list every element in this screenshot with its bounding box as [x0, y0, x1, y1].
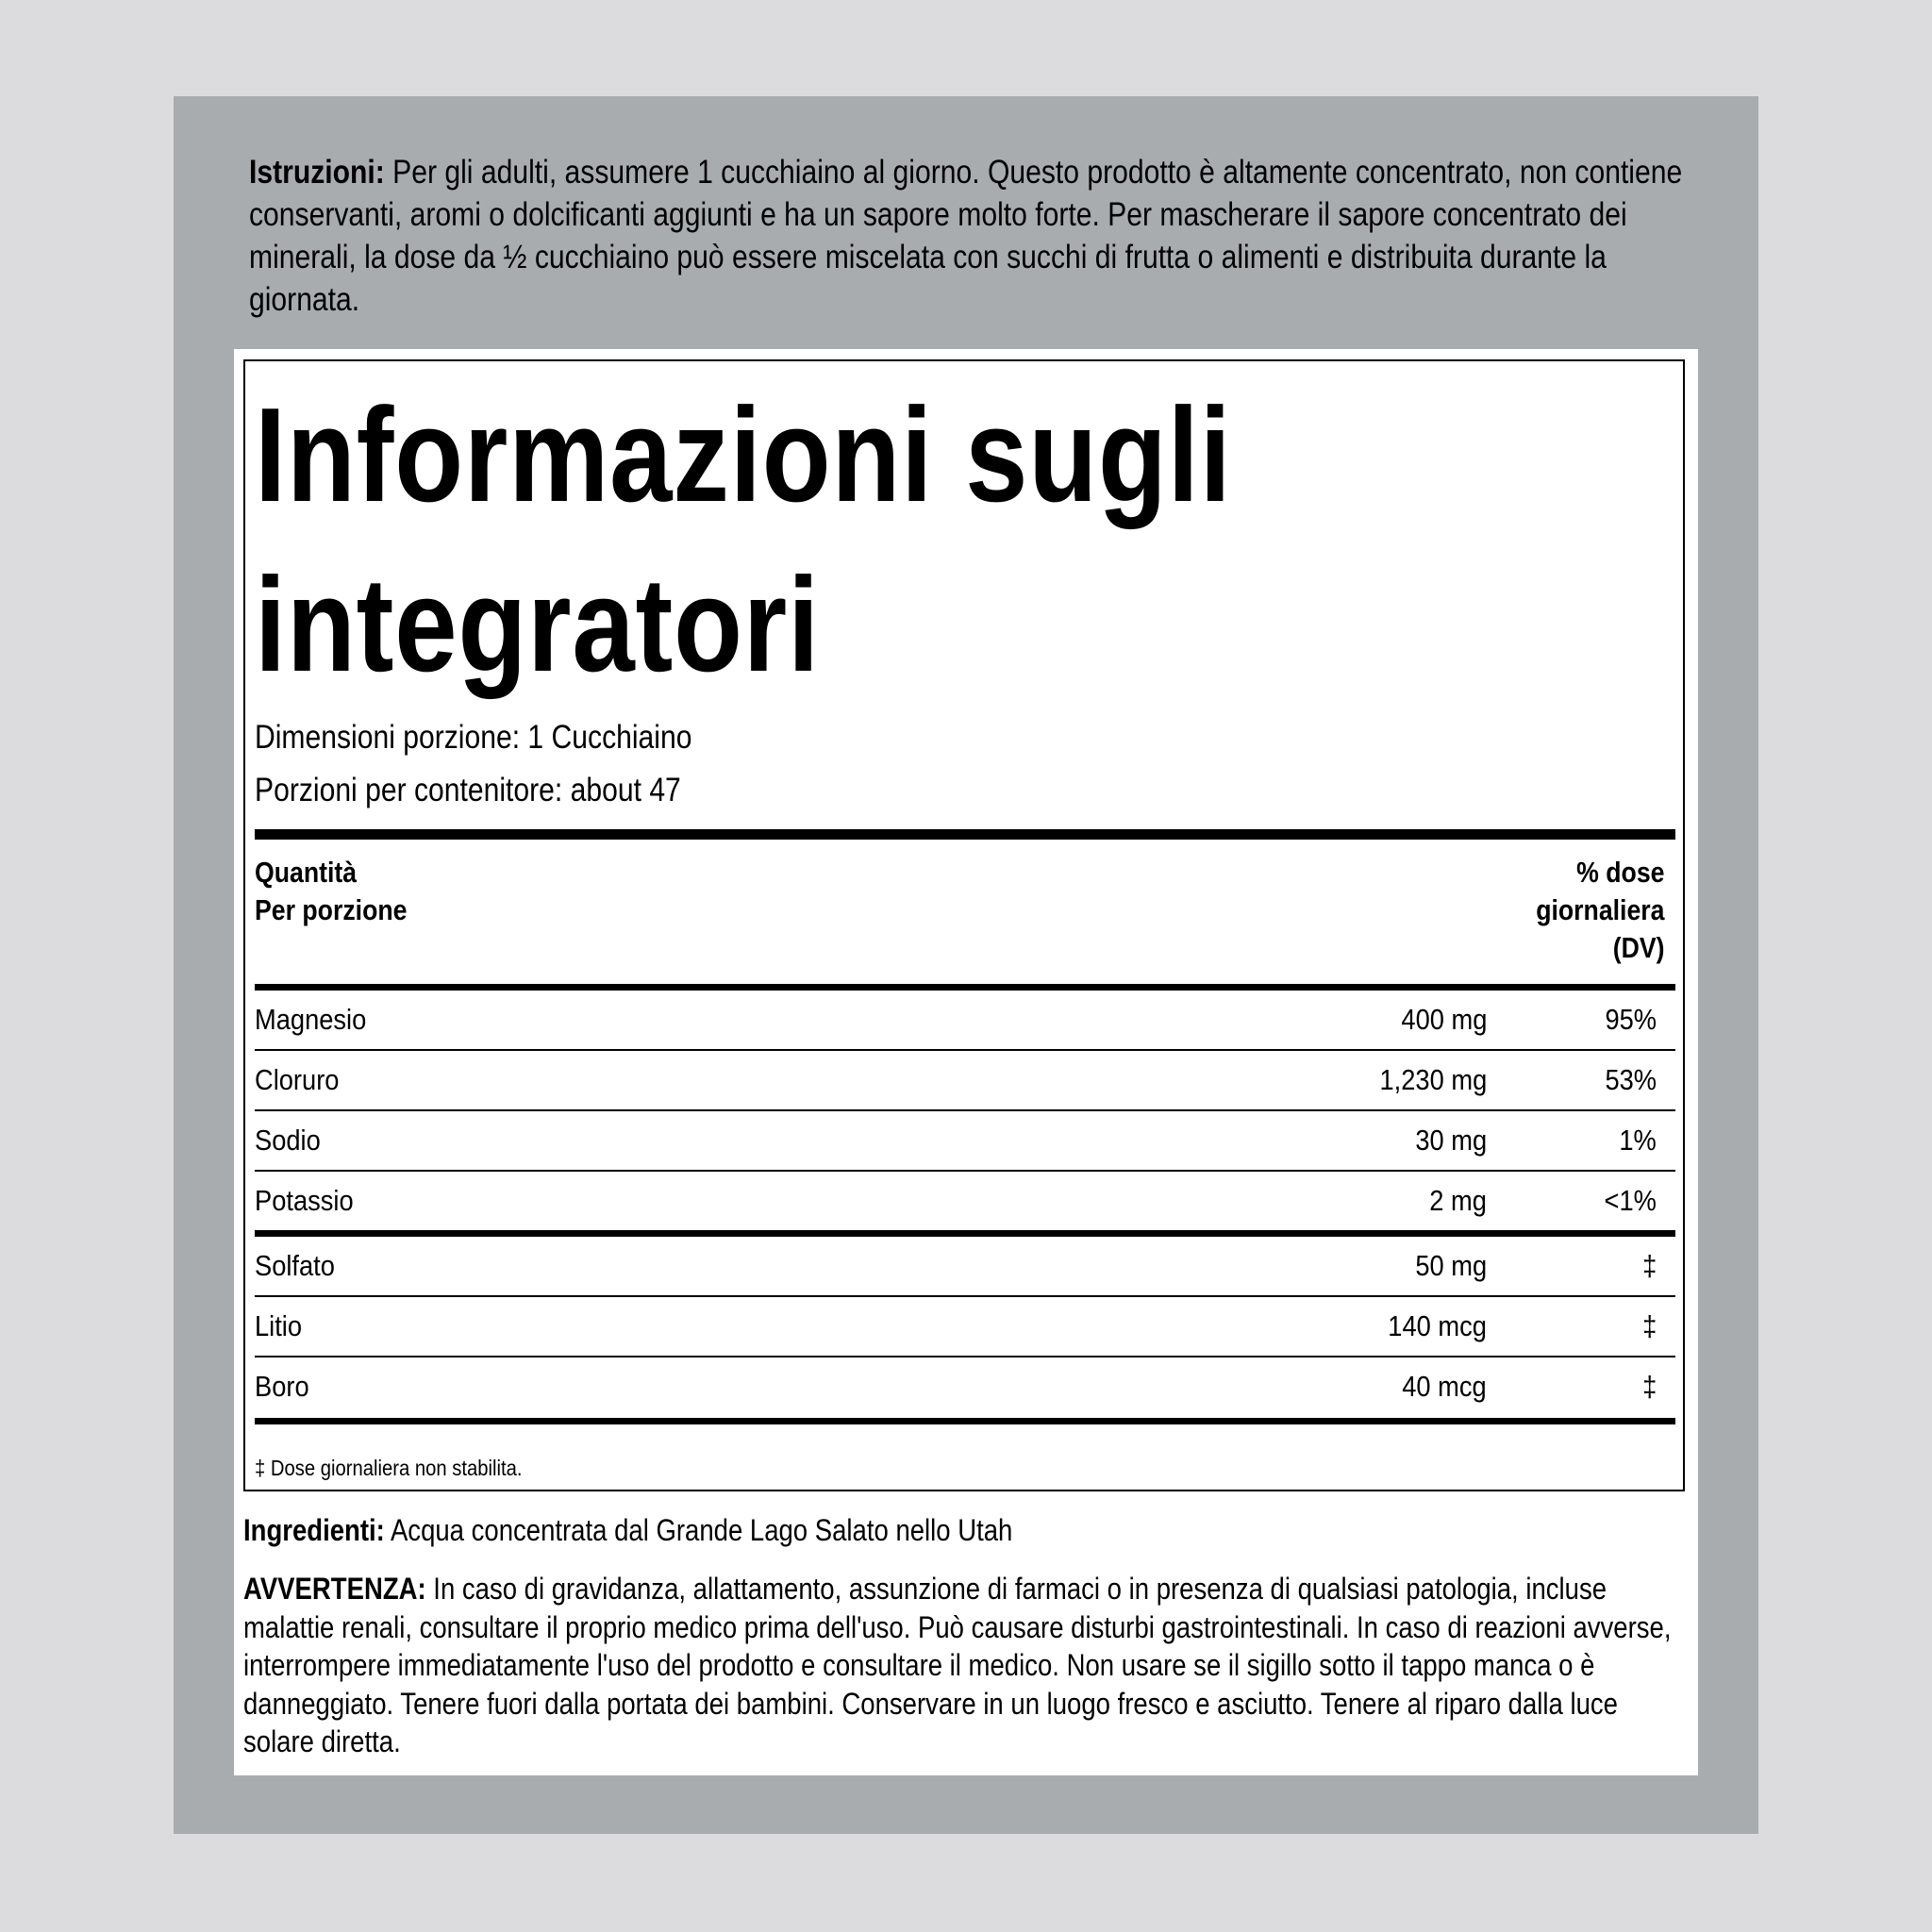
ingredients-label: Ingredienti:: [243, 1513, 385, 1547]
nutrient-amount: 140 mcg: [1388, 1309, 1487, 1342]
footnote: ‡ Dose giornaliera non stabilita.: [255, 1456, 523, 1480]
nutrient-name: Magnesio: [255, 1003, 367, 1036]
ingredients-body: Acqua concentrata dal Grande Lago Salato nello Utah: [390, 1513, 1013, 1547]
nutrient-dv: ‡: [1641, 1370, 1657, 1403]
column-header-dv-line-1: % dose: [1575, 856, 1664, 889]
nutrient-amount: 30 mg: [1415, 1124, 1487, 1157]
nutrient-name: Cloruro: [255, 1063, 340, 1096]
facts-title: [255, 371, 1681, 710]
nutrient-amount: 400 mg: [1401, 1003, 1487, 1036]
nutrient-name: Solfato: [255, 1249, 335, 1282]
label-panel: [174, 96, 1758, 1834]
nutrient-dv: ‡: [1641, 1249, 1657, 1282]
nutrient-dv: ‡: [1641, 1309, 1657, 1342]
divider-section: [255, 1230, 1675, 1237]
nutrient-amount: 2 mg: [1429, 1184, 1487, 1217]
nutrient-row: [255, 1172, 1675, 1230]
serving-size: Dimensioni porzione: 1 Cucchiaino: [255, 719, 692, 756]
nutrient-name: Sodio: [255, 1124, 321, 1157]
nutrient-dv: 95%: [1605, 1003, 1657, 1036]
nutrient-row: [255, 1237, 1675, 1295]
ingredients-text: [243, 1511, 1012, 1549]
nutrient-row: [255, 1111, 1675, 1170]
nutrient-dv: 1%: [1619, 1124, 1657, 1157]
divider-bottom: [255, 1418, 1675, 1424]
warning-body: In caso di gravidanza, allattamento, assunzione di farmaci o in presenza di qualsiasi patologia, incluse malattie renali, consultare il proprio medico prima dell'uso. Può causare disturbi gastrointestinali. In caso di reazioni avverse, interrompere immediatamente l'uso del prodotto e consultare il medico. Non usare se il sigillo sotto il tappo manca o è danneggiato. Tenere fuori dalla portata dei bambini. Conservare in un luogo fresco e asciutto. Tenere al riparo dalla luce solare diretta.: [243, 1572, 1672, 1758]
column-header-amount-line-2: Per porzione: [255, 893, 408, 926]
instructions-label: Istruzioni:: [249, 154, 385, 191]
facts-title-line-1: Informazioni sugli: [255, 380, 1232, 530]
instructions-body: Per gli adulti, assumere 1 cucchiaino al giorno. Questo prodotto è altamente concentrato, non contiene conservanti, aromi o dolcificanti aggiunti e ha un sapore molto forte. Per mascherare il sapore concentrato dei minerali, la dose da ½ cucchiaino può essere miscelata con succhi di frutta o alimenti e distribuita durante la giornata.: [249, 154, 1683, 318]
white-card: [234, 349, 1698, 1775]
warning-text: [243, 1570, 1688, 1761]
nutrient-dv: 53%: [1605, 1063, 1657, 1096]
facts-title-line-2: integratori: [255, 550, 821, 700]
nutrient-amount: 1,230 mg: [1379, 1063, 1487, 1096]
nutrient-row: [255, 1357, 1675, 1416]
instructions-text: [249, 151, 1719, 321]
nutrient-dv: <1%: [1604, 1184, 1657, 1217]
nutrient-name: Potassio: [255, 1184, 354, 1217]
column-header-dv-line-2: giornaliera: [1535, 893, 1664, 926]
column-header-daily-value: [1536, 854, 1664, 967]
nutrient-row: [255, 1297, 1675, 1356]
divider-thick-top: [255, 829, 1675, 840]
servings-per-container: Porzioni per contenitore: about 47: [255, 772, 681, 808]
nutrient-name: Litio: [255, 1309, 303, 1342]
warning-label: AVVERTENZA:: [243, 1572, 426, 1606]
nutrient-name: Boro: [255, 1370, 309, 1403]
supplement-facts-box: [243, 359, 1685, 1491]
nutrient-amount: 50 mg: [1415, 1249, 1487, 1282]
nutrient-amount: 40 mcg: [1402, 1370, 1487, 1403]
column-header-amount-line-1: Quantità: [255, 856, 358, 889]
nutrient-row: [255, 991, 1675, 1049]
column-header-dv-line-3: (DV): [1612, 931, 1664, 964]
column-header-amount: [255, 854, 407, 929]
nutrient-row: [255, 1051, 1675, 1109]
divider-header: [255, 984, 1675, 991]
